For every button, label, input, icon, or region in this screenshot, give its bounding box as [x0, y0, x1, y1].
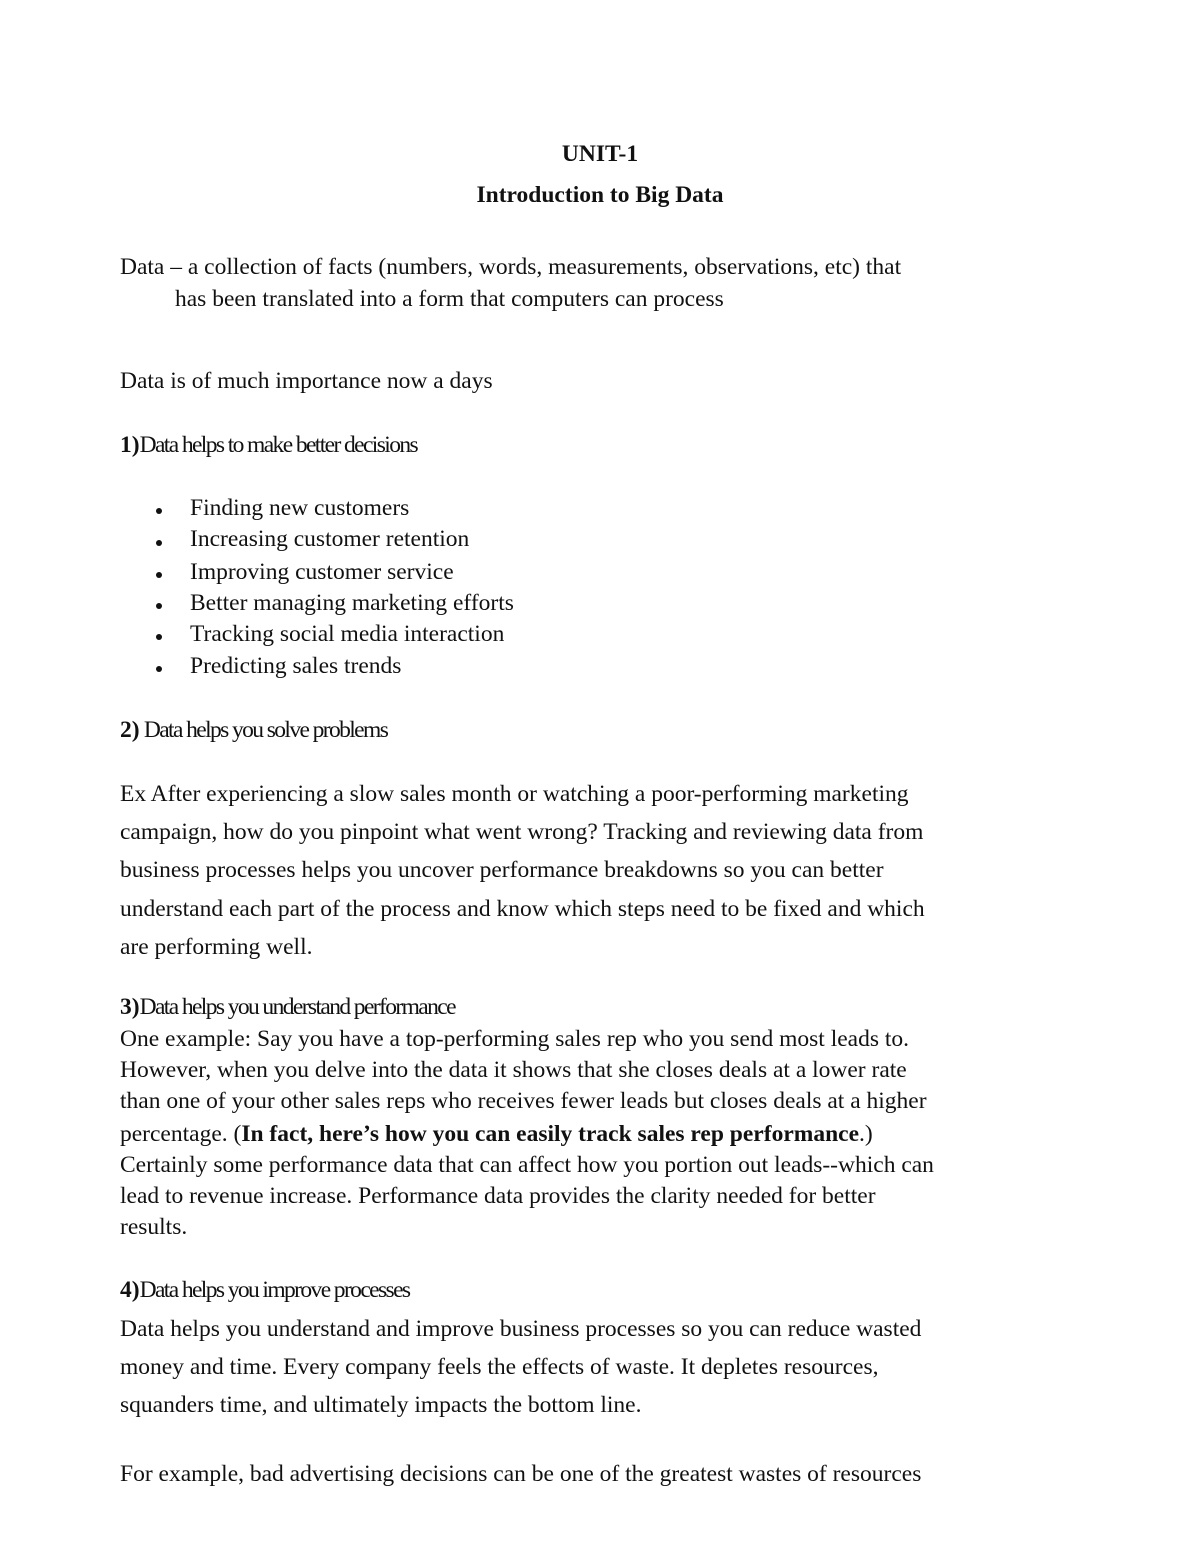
section-4-number: 4)	[120, 1277, 140, 1303]
definition-line-1: Data – a collection of facts (numbers, words, measurements, observations, etc) that	[120, 254, 902, 280]
definition-line-2: has been translated into a form that computers can process	[175, 286, 724, 312]
section-4-paragraph-line: Data helps you understand and improve business processes so you can reduce wasted	[120, 1316, 922, 1342]
section-2-heading	[120, 716, 387, 744]
section-2-paragraph-line: Ex After experiencing a slow sales month or watching a poor-performing marketing	[120, 781, 909, 807]
section-3-paragraph-line: One example: Say you have a top-performing sales rep who you send most leads to.	[120, 1026, 910, 1052]
section-1-heading	[120, 431, 417, 459]
section-3-paragraph-line: Certainly some performance data that can affect how you portion out leads--which can	[120, 1152, 934, 1178]
unit-title: UNIT-1	[561, 141, 639, 167]
bold-note: In fact, here’s how you can easily track sales rep performance	[241, 1121, 859, 1147]
section-2-paragraph-line: understand each part of the process and know which steps need to be fixed and which	[120, 896, 925, 922]
section-2-paragraph-line: are performing well.	[120, 934, 313, 960]
bullet-dot-icon	[156, 666, 162, 672]
section-4-paragraph-line: money and time. Every company feels the effects of waste. It depletes resources,	[120, 1354, 879, 1380]
importance-statement: Data is of much importance now a days	[120, 368, 493, 394]
section-2-paragraph-line: business processes helps you uncover performance breakdowns so you can better	[120, 857, 884, 883]
list-item: Increasing customer retention	[190, 526, 470, 552]
list-item: Better managing marketing efforts	[190, 590, 514, 616]
section-2-number: 2)	[120, 717, 140, 743]
section-3-number: 3)	[120, 994, 140, 1020]
section-3-paragraph-line	[120, 1120, 873, 1148]
list-item: Finding new customers	[190, 495, 410, 521]
bullet-dot-icon	[156, 540, 162, 546]
section-4-heading-text: Data helps you improve processes	[139, 1277, 410, 1303]
percentage-text: percentage. (	[120, 1121, 242, 1147]
list-item: Tracking social media interaction	[190, 621, 505, 647]
section-3-paragraph-line: However, when you delve into the data it shows that she closes deals at a lower rate	[120, 1057, 907, 1083]
section-3-heading-text: Data helps you understand performance	[139, 994, 455, 1020]
bullet-dot-icon	[156, 572, 162, 578]
section-2-paragraph-line: campaign, how do you pinpoint what went wrong? Tracking and reviewing data from	[120, 819, 924, 845]
section-3-paragraph-line: than one of your other sales reps who receives fewer leads but closes deals at a higher	[120, 1088, 927, 1114]
page-title: Introduction to Big Data	[476, 182, 724, 208]
section-3-paragraph-line: results.	[120, 1214, 188, 1240]
section-3-paragraph-line: lead to revenue increase. Performance data provides the clarity needed for better	[120, 1183, 876, 1209]
list-item: Improving customer service	[190, 559, 454, 585]
section-1-number: 1)	[120, 432, 140, 458]
section-4-paragraph-line: squanders time, and ultimately impacts the bottom line.	[120, 1392, 642, 1418]
section-1-heading-text: Data helps to make better decisions	[139, 432, 418, 458]
bullet-dot-icon	[156, 634, 162, 640]
closing-paragraph-line: For example, bad advertising decisions can be one of the greatest wastes of resources	[120, 1461, 922, 1487]
section-3-heading	[120, 993, 455, 1021]
closing-paren: .)	[859, 1121, 873, 1147]
section-2-heading-text: Data helps you solve problems	[139, 717, 388, 743]
section-4-heading	[120, 1276, 409, 1304]
bullet-dot-icon	[156, 508, 162, 514]
bullet-dot-icon	[156, 603, 162, 609]
list-item: Predicting sales trends	[190, 653, 402, 679]
